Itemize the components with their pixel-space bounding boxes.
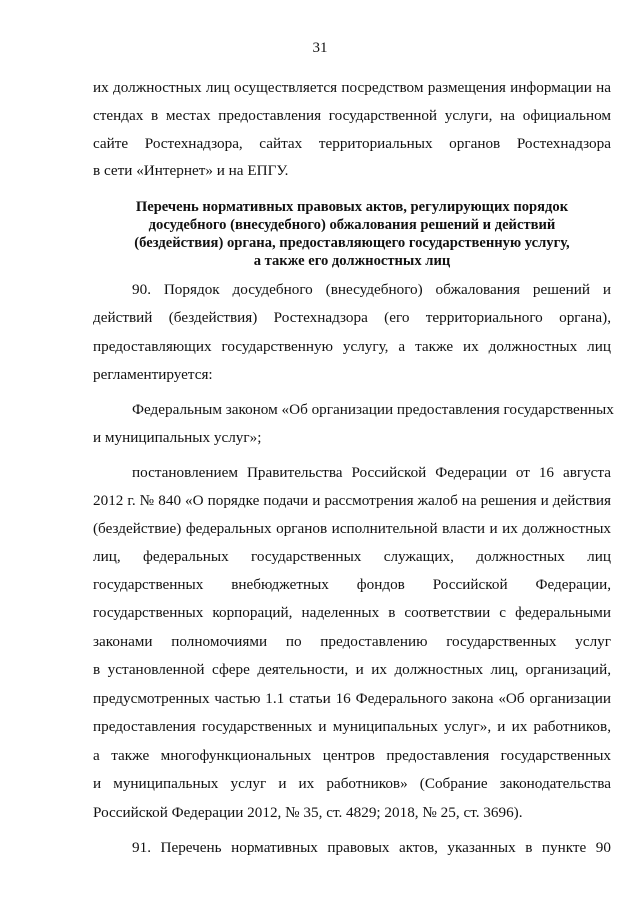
decree-line-10: предоставления государственных и муниципальных услуг», и их работников, xyxy=(93,718,611,735)
para91-line-1: 91. Перечень нормативных правовых актов, указанных в пункте 90 xyxy=(132,839,611,856)
para90-line-2: действий (бездействия) Ростехнадзора (его территориального органа), xyxy=(93,309,611,326)
intro-line-1: их должностных лиц осуществляется посредством размещения информации на xyxy=(93,79,611,96)
decree-line-2: 2012 г. № 840 «О порядке подачи и рассмотрения жалоб на решения и действия xyxy=(93,492,611,509)
para90-line-4: регламентируется: xyxy=(93,366,213,383)
intro-line-4: в сети «Интернет» и на ЕПГУ. xyxy=(93,162,289,179)
section-heading-line-3: (бездействия) органа, предоставляющего государственную услугу, xyxy=(134,235,570,251)
decree-line-7: законами полномочиями по предоставлению государственных услуг xyxy=(93,633,611,650)
para90-line-3: предоставляющих государственную услугу, а также их должностных лиц xyxy=(93,338,611,355)
intro-line-2: стендах в местах предоставления государственной услуги, на официальном xyxy=(93,107,611,124)
section-heading-line-1: Перечень нормативных правовых актов, регулирующих порядок xyxy=(135,199,569,215)
law-line-1: Федеральным законом «Об организации предоставления государственных xyxy=(132,401,614,418)
decree-line-11: а также многофункциональных центров предоставления государственных xyxy=(93,747,611,764)
law-line-2: и муниципальных услуг»; xyxy=(93,429,262,446)
section-heading-line-2: досудебного (внесудебного) обжалования решений и действий xyxy=(148,217,556,233)
decree-line-6: государственных корпораций, наделенных в соответствии с федеральными xyxy=(93,604,611,621)
para90-line-1: 90. Порядок досудебного (внесудебного) обжалования решений и xyxy=(132,281,611,298)
decree-line-1: постановлением Правительства Российской Федерации от 16 августа xyxy=(132,464,611,481)
decree-line-8: в установленной сфере деятельности, и их должностных лиц, организаций, xyxy=(93,661,611,678)
decree-line-4: лиц, федеральных государственных служащих, должностных лиц xyxy=(93,548,611,565)
page-number: 31 xyxy=(312,40,328,56)
intro-line-3: сайте Ростехнадзора, сайтах территориальных органов Ростехнадзора xyxy=(93,135,611,152)
decree-line-12: и муниципальных услуг и их работников» (Собрание законодательства xyxy=(93,775,611,792)
decree-line-5: государственных внебюджетных фондов Российской Федерации, xyxy=(93,576,611,593)
decree-line-3: (бездействие) федеральных органов исполнительной власти и их должностных xyxy=(93,520,611,537)
decree-line-9: предусмотренных частью 1.1 статьи 16 Федерального закона «Об организации xyxy=(93,690,611,707)
decree-line-13: Российской Федерации 2012, № 35, ст. 4829; 2018, № 25, ст. 3696). xyxy=(93,804,523,821)
section-heading-line-4: а также его должностных лиц xyxy=(253,253,451,269)
